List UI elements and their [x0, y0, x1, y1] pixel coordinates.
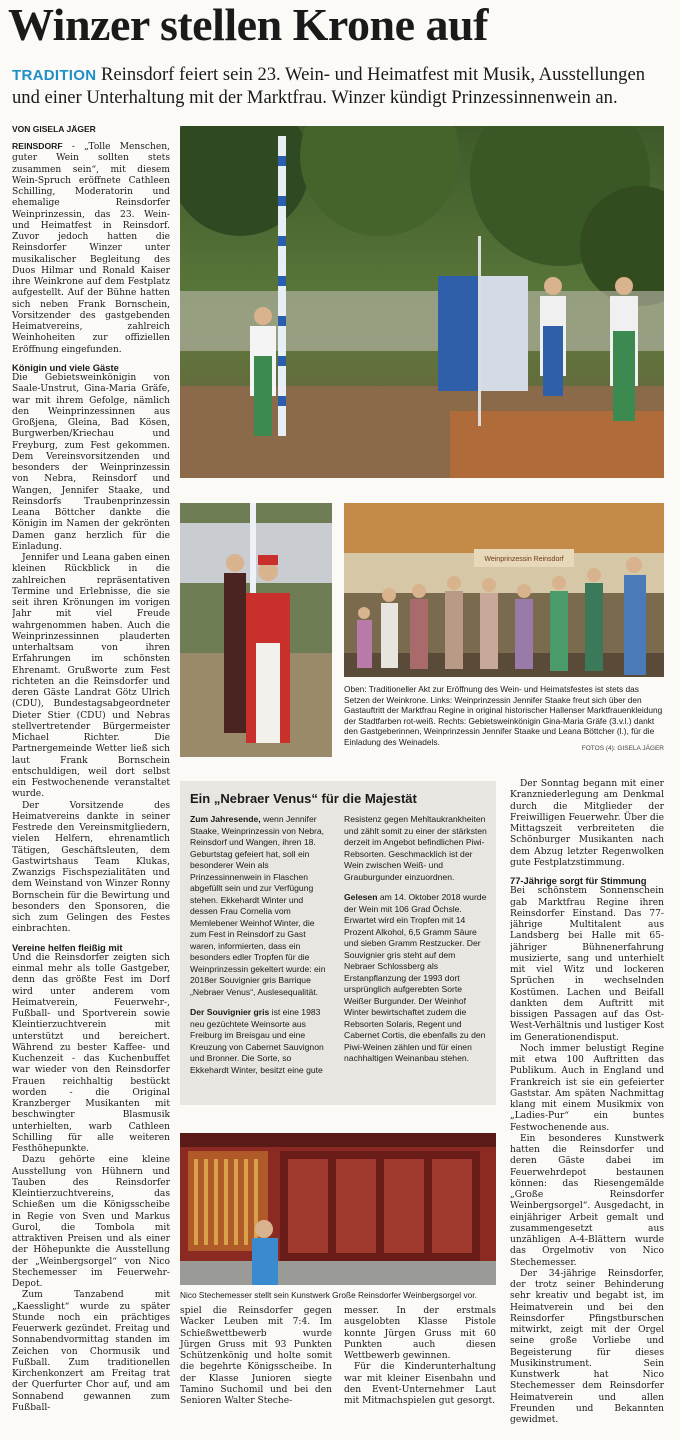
paragraph: Zum Tanzabend mit „Kaesslight“ wurde zu später Stunde noch ein prächtiges Feuerwerk gezündet. Freitag und Sonnabendvormittag standen im Zeichen von Chormusik und Fußball. Zum traditionellen Kirchenkonzert am Freitag trat der Querfurter Chor auf, und am Sonnabend gewannen zum Fußball- — [12, 1290, 170, 1413]
paragraph: Dazu gehörte eine kleine Ausstellung von Hühnern und Tauben des Reinsdorfer Kleintierzuchtvereins, das Schießen um die Königsscheibe in Regie von Sven und Markus Gurol, die Tombola mit attraktiven Preisen und als einer der Höhepunkte die Ausstellung der „Weinbergsorgel“ von Nico Stechemesser im Feuerwehr-Depot. — [12, 1155, 170, 1289]
photo-weinkrone-image — [180, 126, 664, 478]
article-column-2 — [180, 1306, 332, 1407]
paragraph: Der 34-jährige Reinsdorfer, der trotz seiner Behinderung sehr kreativ und begabt ist, im Heimatverein und bei den Reinsdorfer Pfingstburschen mitwirkt, zeigt mit der Orgel seine große Vorliebe und Begeisterung für dieses Musikinstrument. Sein Kunstwerk hat Nico Stechemesser dem Reinsdorfer Heimatverein und allen Freunden und Bekannten gewidmet. — [510, 1268, 664, 1425]
subhead-77-jaehrige: 77-Jährige sorgt für Stimmung — [510, 875, 647, 886]
subheadline-text: Reinsdorf feiert sein 23. Wein- und Heimatfest mit Musik, Ausstellungen und einer Unterhaltung mit der Marktfrau. Winzer kündigt Prinzessinnenwein an. — [12, 64, 646, 108]
photo-credit: FOTOS (4): GISELA JÄGER — [581, 745, 664, 752]
dateline: REINSDORF — [12, 141, 63, 151]
infobox-paragraph — [190, 1007, 332, 1076]
photo-marktfrau-image — [180, 503, 332, 757]
byline: VON GISELA JÄGER — [12, 124, 96, 134]
article-column-4 — [510, 779, 664, 1437]
infobox-text: ist eine 1983 neu gezüchtete Weinsorte aus Freiburg im Breisgau und eine Kreuzung von Cabernet Sauvignon und Bronner. Die Sorte, so Ekkehardt Winter, besitzt eine gute — [190, 1007, 324, 1075]
paragraph: Der Sonntag begann mit einer Kranzniederlegung am Denkmal durch die Mitglieder der Freiwilligen Feuerwehr. Über die Mittagszeit verbreiteten die Schönburger Musikanten nach dem Abzug letzter Regenwolken gute Festplatzstimmung. — [510, 779, 664, 868]
paragraph-intro — [12, 141, 170, 356]
paragraph: Und die Reinsdorfer zeigten sich einmal mehr als tolle Gastgeber, denn das größte Fest im Dorf wird unter anderem vom Heimatverein, Feuerwehr-, Fußball- und Sportverein sowie Kleintierzuchtverein mit unterstützt und bereichert. Während zu bester Kaffee- und Kuchenzeit - das Kuchenbuffet war wieder von den Reinsdorfer Frauen reichhaltig bestückt worden - die Original Kranzberger Musikanten mit beschwingter Blasmusik unterhielten, warb Cathleen Schilling für alle weiteren Festhöhepunkte. — [12, 952, 170, 1154]
infobox-lead: Der Souvignier gris — [190, 1007, 270, 1017]
paragraph: Ein besonderes Kunstwerk hatten die Reinsdorfer und deren Gäste dabei im Feuerwehrdepot bestaunen können: das Riesengemälde „Große Reinsdorfer Weinbergsorgel“. Ausgedacht, in einjähriger Arbeit gemalt und zusammengesetzt aus unzähligen A-4-Blättern wurde das Orgelmotiv von Nico Stechemesser. — [510, 1133, 664, 1268]
subheadline — [12, 64, 668, 109]
paragraph: Jennifer und Leana gaben einen kleinen Rückblick in die zahlreichen repräsentativen Termine und Erlebnisse, die sie seit ihren Krönungen im vorigen Jahr mit viel Freude wahrgenommen haben. Auch die Weinprinzessinnen plauderten unterhaltsam von ihren Erfahrungen im schönsten Ehrenamt. Grußworte zum Fest richteten an die Reinsdorfer und deren Gäste Landrat Götz Ulrich (CDU), Bundestagsabgeordneter Dieter Stier (CDU) und Nebras stellvertretender Bürgermeister Michael Richter. Die Partnergemeinde Wetter ließ sich laut Frank Bornschein entschuldigen, weil dort selbst ein Festwochenende veranstaltet wurde. — [12, 553, 170, 800]
infobox-title: Ein „Nebraer Venus“ für die Majestät — [190, 791, 417, 806]
article-column-1 — [12, 141, 170, 1437]
paragraph: messer. In der erstmals ausgelobten Klasse Pistole konnte Jürgen Gruss mit 60 Punkten auch diesen Wettbewerb gewinnen. — [344, 1306, 496, 1361]
photo-weinbergsorgel — [180, 1133, 496, 1285]
article-column-3 — [344, 1306, 496, 1407]
paragraph: Bei schönstem Sonnenschein gab Marktfrau Regine ihren Reinsdorfer Einstand. Das 77-jährige Multitalent aus Landsberg bei Halle mit 65-jähriger Bühnenerfahrung musizierte, sang und unterhielt mit viel Witz und lockeren Sprüchen in wechselnden Kostümen. Lachen und Beifall dankten dem Auftritt mit bissigen Passagen auf das Ost-West-Verhältnis und lustiger Kost im Generationendisput. — [510, 886, 664, 1043]
paragraph: Noch immer belustigt Regine mit etwa 100 Auftritten das Publikum. Auch in England und Frankreich ist sie ein gefeierter Gaststar. Am späten Nachmittag klang mit einem Musikmix von „Ladies-Pur“ ein buntes Festwochenende aus. — [510, 1043, 664, 1133]
infobox — [180, 781, 496, 1105]
subhead-koenigin: Königin und viele Gäste — [12, 361, 119, 373]
photo-marktfrau — [180, 503, 332, 757]
infobox-paragraph: Resistenz gegen Mehltaukrankheiten und zählt somit zu einer der stärksten derzeit im Angebot befindlichen Piwi-Rebsorten. Geschmacklich ist der Wein zwischen Weiß- und Grauburgunder einzuordnen. — [344, 814, 487, 882]
infobox-column-right — [344, 814, 488, 1074]
photo-weinhoheiten — [344, 503, 664, 677]
intro-text: - „Tolle Menschen, guter Wein sollten stets zusammen sein“, mit diesem Wein-Spruch eröffnete Cathleen Schilling, Moderatorin und ehemalige Reinsdorfer Weinprinzessin, das 23. Wein- und Heimatfest in Reinsdorf. Zuvor jedoch hatten die Reinsdorfer Winzer unter musikalischer Begleitung des Duos Hilmar und Ronald Kaiser ihre Weinkrone auf dem Festplatz aufgestellt. Auf der Bühne hatten sich neben Frank Bornschein, Vorsitzender des gastgebenden Heimatvereins, zahlreich Weinhoheiten zur offiziellen Eröffnung eingefunden. — [12, 142, 170, 355]
subhead-vereine: Vereine helfen fleißig mit — [12, 941, 123, 953]
infobox-lead: Zum Jahresende, — [190, 814, 261, 824]
stage-banner-text: Weinprinzessin Reinsdorf — [484, 556, 564, 563]
infobox-column-left — [190, 814, 332, 1085]
headline: Winzer stellen Krone auf — [8, 0, 488, 50]
kicker: TRADITION — [12, 67, 97, 84]
photo-weinbergsorgel-image — [180, 1133, 496, 1285]
photo-caption-main: Oben: Traditioneller Akt zur Eröffnung des Wein- und Heimatsfestes ist stets das Setzen der Weinkrone. Links: Weinprinzessin Jennifer Staake freut sich über den Gastauftritt der Marktfrau Regine in original historischer Hallenser Marktfrauenkleidung der Stadtfarben rot-weiß. Rechts: Gebietsweinkönigin Gina-Maria Gräfe (3.v.l.) dankt den Gastgeberinnen, Weinprinzessin Jennifer Staake und Leana Böttcher (l.), für die Einladung des Weinadels. — [344, 684, 663, 747]
photo-weinkrone — [180, 126, 664, 478]
paragraph: Für die Kinderunterhaltung war mit kleiner Eisenbahn und den Event-Unternehmer Laut mit Mitmachspielen gut gesorgt. — [344, 1362, 496, 1406]
paragraph: Die Gebietsweinkönigin von Saale-Unstrut, Gina-Maria Gräfe, war mit ihrem Gefolge, nämlich den Weinprinzessinnen aus Großjena, Gleina, Bad Kösen, Burgwerben/Kriechau und Freyburg, zum Fest gekommen. Dem Vereinsvorsitzenden und besonders der Weinprinzessin von Nebra, Reinsdorf und Wangen, Jennifer Staake, und Reinsdorfs Traubenprinzessin Leana Böttcher dankte die Königin im Namen der gekrönten Damen ganz herzlich für die Einladung. — [12, 373, 170, 552]
infobox-paragraph — [344, 892, 488, 1065]
infobox-text: am 14. Oktober 2018 wurde der Wein mit 106 Grad Öchsle. Erwartet wird ein Tropfen mit 14 Prozent Alkohol, 6,5 Gramm Säure und sieben Gramm Restzucker. Der Souvignier gris steht auf dem Nebraer Schlossberg als Erstanpflanzung der 1993 dort ursprünglich aufgerebten Sorte Weißer Burgunder. Der Weinhof Winter bewirtschaftet zudem die Rebsorten Solaris, Regent und Cabernet Cortis, die ebenfalls zu den Piwi-Weinen zählen und für einen nachhaltigen Weinanbau stehen. — [344, 892, 487, 1063]
photo-weinhoheiten-image — [344, 503, 664, 677]
infobox-lead: Gelesen — [344, 892, 378, 902]
paragraph: spiel die Reinsdorfer gegen Wacker Leuben mit 7:4. Im Schießwettbewerb wurde Jürgen Gruss mit 93 Punkten Schützenkönig und holte somit die begehrte Königsscheibe. In der Klasse Junioren siegte Tamino Suchomil und bei den Senioren Walter Steche- — [180, 1306, 332, 1406]
infobox-paragraph — [190, 814, 332, 998]
photo-caption-organ: Nico Stechemesser stellt sein Kunstwerk Große Reinsdorfer Weinbergsorgel vor. — [180, 1290, 477, 1300]
infobox-text: wenn Jennifer Staake, Weinprinzessin von Nebra, Reinsdorf und Wangen, ihren 18. Geburtstag gefeiert hat, soll ein besonderer Wein als Prinzessinnenwein in Flaschen abgefüllt sein und zur Verfügung stehen. Ekkehardt Winter und dessen Frau Cornelia vom Memlebener Weinhof Winter, die zum Fest in Reinsdorf zu Gast waren, informierten, dass ein besonders edler Tropfen für die Weinprinzessin gekeltert wurde: ein 2018er Souvignier gris Barrique „Nebraer Venus“, Auslesequalität. — [190, 814, 326, 997]
paragraph: Der Vorsitzende des Heimatvereins dankte in seiner Festrede den Vereinsmitgliedern, vielen Helfern, ehrenamtlich Tätigen, Geschäftsleuten, dem Gastwirtshaus Team Klukas, Zwanzigs Fischspezialitäten und dem Weinstand von Winzer Ronny Bornschein für die Bewirtung und besonders den Sponsoren, die sich zum Gelingen des Festes einbrachten. — [12, 800, 170, 935]
